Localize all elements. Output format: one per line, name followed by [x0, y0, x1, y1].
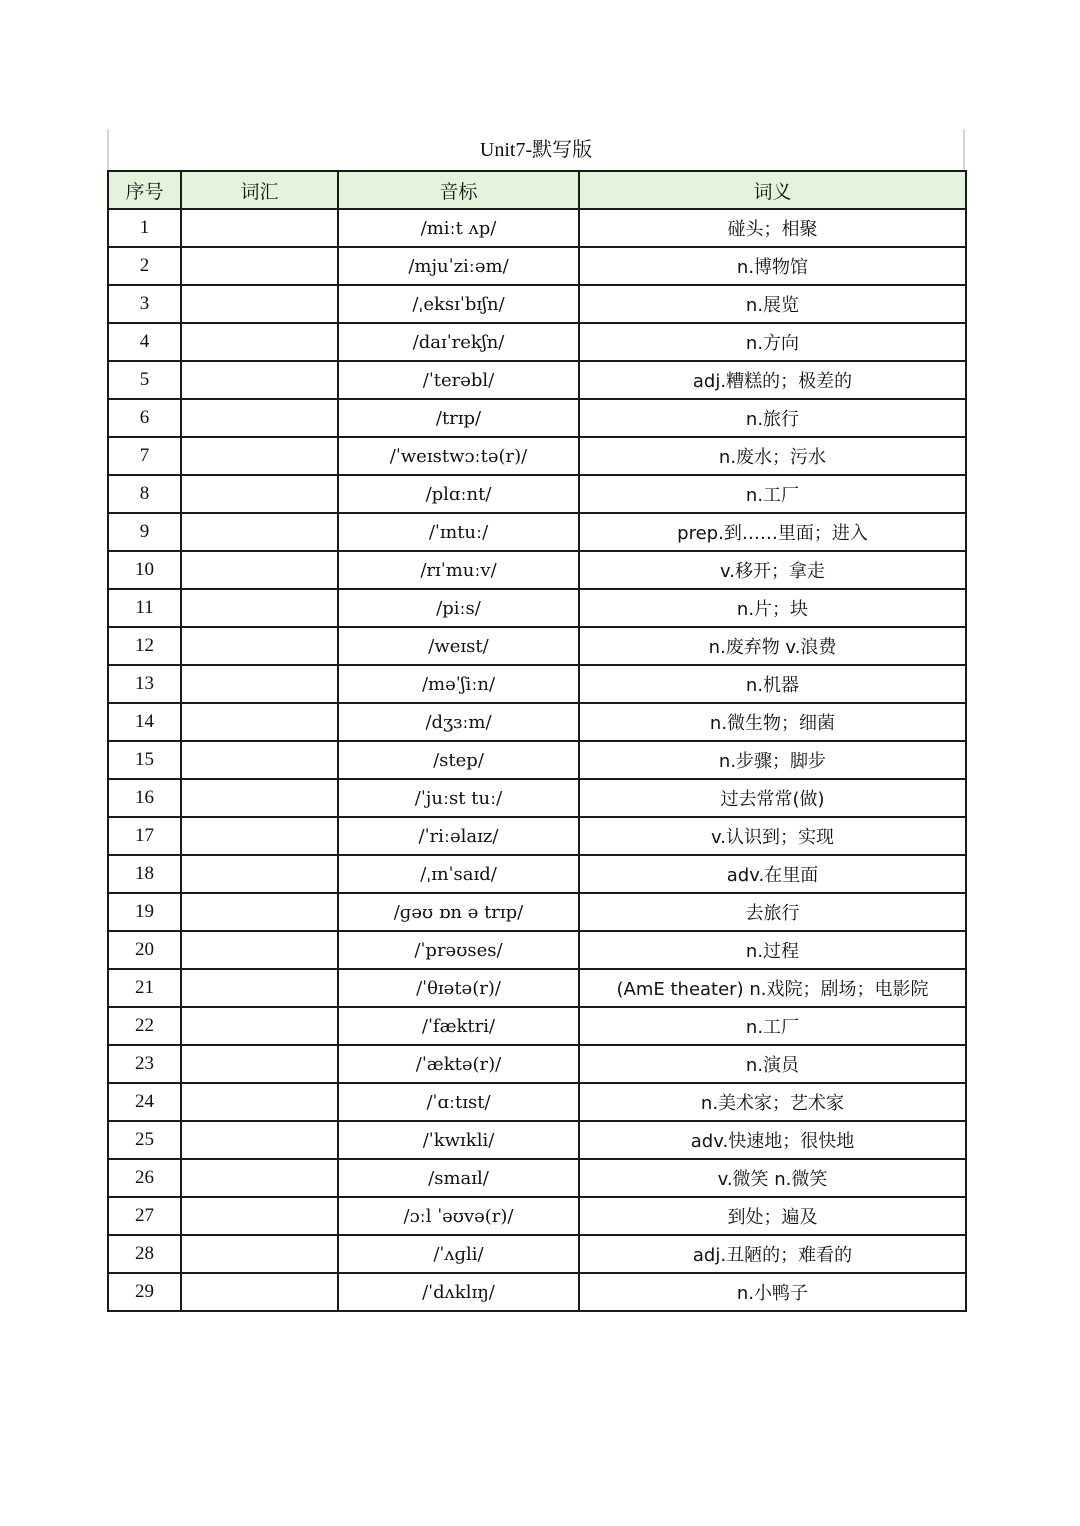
row-number: 27: [108, 1197, 181, 1235]
phonetic-cell: /smaɪl/: [338, 1159, 579, 1197]
phonetic-cell: /mjuˈziːəm/: [338, 247, 579, 285]
word-blank-cell[interactable]: [181, 323, 338, 361]
phonetic-cell: /ˈprəʊses/: [338, 931, 579, 969]
table-row: [108, 323, 966, 361]
table-row: [108, 285, 966, 323]
phonetic-cell: /ˈkwɪkli/: [338, 1121, 579, 1159]
table-row: [108, 209, 966, 247]
meaning-cell: v.微笑 n.微笑: [579, 1159, 966, 1197]
word-blank-cell[interactable]: [181, 1159, 338, 1197]
row-number: 7: [108, 437, 181, 475]
row-number: 15: [108, 741, 181, 779]
row-number: 6: [108, 399, 181, 437]
phonetic-cell: /weɪst/: [338, 627, 579, 665]
row-number: 23: [108, 1045, 181, 1083]
table-row: [108, 1121, 966, 1159]
row-number: 10: [108, 551, 181, 589]
word-blank-cell[interactable]: [181, 893, 338, 931]
row-number: 22: [108, 1007, 181, 1045]
row-number: 29: [108, 1273, 181, 1311]
meaning-cell: v.移开；拿走: [579, 551, 966, 589]
meaning-cell: 过去常常(做): [579, 779, 966, 817]
row-number: 14: [108, 703, 181, 741]
word-blank-cell[interactable]: [181, 1045, 338, 1083]
meaning-cell: n.旅行: [579, 399, 966, 437]
phonetic-cell: /ˈɪntuː/: [338, 513, 579, 551]
word-blank-cell[interactable]: [181, 589, 338, 627]
meaning-cell: n.机器: [579, 665, 966, 703]
word-blank-cell[interactable]: [181, 1273, 338, 1311]
table-row: [108, 1045, 966, 1083]
phonetic-cell: /step/: [338, 741, 579, 779]
vocab-table: [107, 170, 967, 1312]
meaning-cell: n.方向: [579, 323, 966, 361]
phonetic-cell: /ˈθɪətə(r)/: [338, 969, 579, 1007]
table-row: [108, 437, 966, 475]
word-blank-cell[interactable]: [181, 931, 338, 969]
row-number: 20: [108, 931, 181, 969]
row-number: 12: [108, 627, 181, 665]
sheet-title: Unit7-默写版: [107, 129, 965, 170]
phonetic-cell: /miːt ʌp/: [338, 209, 579, 247]
table-row: [108, 1273, 966, 1311]
row-number: 18: [108, 855, 181, 893]
row-number: 1: [108, 209, 181, 247]
table-row: [108, 665, 966, 703]
row-number: 11: [108, 589, 181, 627]
meaning-cell: (AmE theater) n.戏院；剧场；电影院: [579, 969, 966, 1007]
header-row: [108, 171, 966, 209]
row-number: 9: [108, 513, 181, 551]
word-blank-cell[interactable]: [181, 209, 338, 247]
table-row: [108, 741, 966, 779]
word-blank-cell[interactable]: [181, 437, 338, 475]
phonetic-cell: /ˈterəbl/: [338, 361, 579, 399]
row-number: 17: [108, 817, 181, 855]
word-blank-cell[interactable]: [181, 969, 338, 1007]
header-ipa: 音标: [338, 171, 579, 209]
table-row: [108, 817, 966, 855]
word-blank-cell[interactable]: [181, 779, 338, 817]
word-blank-cell[interactable]: [181, 1121, 338, 1159]
row-number: 28: [108, 1235, 181, 1273]
table-row: [108, 893, 966, 931]
phonetic-cell: /ˈfæktri/: [338, 1007, 579, 1045]
vocab-sheet: [107, 129, 965, 1312]
meaning-cell: 碰头；相聚: [579, 209, 966, 247]
meaning-cell: n.美术家；艺术家: [579, 1083, 966, 1121]
table-row: [108, 855, 966, 893]
phonetic-cell: /ˈdʌklɪŋ/: [338, 1273, 579, 1311]
table-row: [108, 589, 966, 627]
word-blank-cell[interactable]: [181, 475, 338, 513]
meaning-cell: n.片；块: [579, 589, 966, 627]
table-row: [108, 399, 966, 437]
phonetic-cell: /ˈæktə(r)/: [338, 1045, 579, 1083]
meaning-cell: prep.到……里面；进入: [579, 513, 966, 551]
table-body: [108, 209, 966, 1311]
phonetic-cell: /daɪˈrekʃn/: [338, 323, 579, 361]
phonetic-cell: /dʒɜːm/: [338, 703, 579, 741]
meaning-cell: n.步骤；脚步: [579, 741, 966, 779]
phonetic-cell: /plɑːnt/: [338, 475, 579, 513]
meaning-cell: 到处；遍及: [579, 1197, 966, 1235]
table-row: [108, 247, 966, 285]
row-number: 13: [108, 665, 181, 703]
word-blank-cell[interactable]: [181, 1083, 338, 1121]
meaning-cell: adv.快速地；很快地: [579, 1121, 966, 1159]
row-number: 19: [108, 893, 181, 931]
phonetic-cell: /ˈʌɡli/: [338, 1235, 579, 1273]
word-blank-cell[interactable]: [181, 703, 338, 741]
table-row: [108, 627, 966, 665]
meaning-cell: n.微生物；细菌: [579, 703, 966, 741]
table-row: [108, 1159, 966, 1197]
row-number: 24: [108, 1083, 181, 1121]
word-blank-cell[interactable]: [181, 741, 338, 779]
meaning-cell: n.展览: [579, 285, 966, 323]
meaning-cell: n.过程: [579, 931, 966, 969]
meaning-cell: adj.糟糕的；极差的: [579, 361, 966, 399]
phonetic-cell: /ˌeksɪˈbɪʃn/: [338, 285, 579, 323]
table-row: [108, 779, 966, 817]
word-blank-cell[interactable]: [181, 1007, 338, 1045]
row-number: 8: [108, 475, 181, 513]
table-row: [108, 703, 966, 741]
phonetic-cell: /ˌɪnˈsaɪd/: [338, 855, 579, 893]
table-row: [108, 361, 966, 399]
table-row: [108, 1197, 966, 1235]
row-number: 26: [108, 1159, 181, 1197]
phonetic-cell: /ˈweɪstwɔːtə(r)/: [338, 437, 579, 475]
meaning-cell: adv.在里面: [579, 855, 966, 893]
word-blank-cell[interactable]: [181, 285, 338, 323]
phonetic-cell: /ˈriːəlaɪz/: [338, 817, 579, 855]
meaning-cell: adj.丑陋的；难看的: [579, 1235, 966, 1273]
row-number: 5: [108, 361, 181, 399]
phonetic-cell: /ˈjuːst tuː/: [338, 779, 579, 817]
phonetic-cell: /trɪp/: [338, 399, 579, 437]
table-row: [108, 551, 966, 589]
table-row: [108, 475, 966, 513]
meaning-cell: n.工厂: [579, 1007, 966, 1045]
word-blank-cell[interactable]: [181, 627, 338, 665]
phonetic-cell: /ɡəʊ ɒn ə trɪp/: [338, 893, 579, 931]
word-blank-cell[interactable]: [181, 399, 338, 437]
word-blank-cell[interactable]: [181, 551, 338, 589]
row-number: 3: [108, 285, 181, 323]
word-blank-cell[interactable]: [181, 855, 338, 893]
meaning-cell: 去旅行: [579, 893, 966, 931]
row-number: 21: [108, 969, 181, 1007]
table-row: [108, 513, 966, 551]
word-blank-cell[interactable]: [181, 1197, 338, 1235]
phonetic-cell: /ɔːl ˈəʊvə(r)/: [338, 1197, 579, 1235]
row-number: 2: [108, 247, 181, 285]
phonetic-cell: /məˈʃiːn/: [338, 665, 579, 703]
phonetic-cell: /piːs/: [338, 589, 579, 627]
word-blank-cell[interactable]: [181, 817, 338, 855]
word-blank-cell[interactable]: [181, 513, 338, 551]
row-number: 4: [108, 323, 181, 361]
table-row: [108, 1235, 966, 1273]
meaning-cell: n.工厂: [579, 475, 966, 513]
meaning-cell: n.废弃物 v.浪费: [579, 627, 966, 665]
table-row: [108, 931, 966, 969]
phonetic-cell: /rɪˈmuːv/: [338, 551, 579, 589]
meaning-cell: n.废水；污水: [579, 437, 966, 475]
table-row: [108, 1007, 966, 1045]
header-word: 词汇: [181, 171, 338, 209]
meaning-cell: n.博物馆: [579, 247, 966, 285]
word-blank-cell[interactable]: [181, 247, 338, 285]
table-row: [108, 969, 966, 1007]
phonetic-cell: /ˈɑːtɪst/: [338, 1083, 579, 1121]
word-blank-cell[interactable]: [181, 361, 338, 399]
row-number: 16: [108, 779, 181, 817]
header-meaning: 词义: [579, 171, 966, 209]
meaning-cell: n.小鸭子: [579, 1273, 966, 1311]
header-num: 序号: [108, 171, 181, 209]
meaning-cell: n.演员: [579, 1045, 966, 1083]
word-blank-cell[interactable]: [181, 1235, 338, 1273]
meaning-cell: v.认识到；实现: [579, 817, 966, 855]
table-row: [108, 1083, 966, 1121]
row-number: 25: [108, 1121, 181, 1159]
word-blank-cell[interactable]: [181, 665, 338, 703]
